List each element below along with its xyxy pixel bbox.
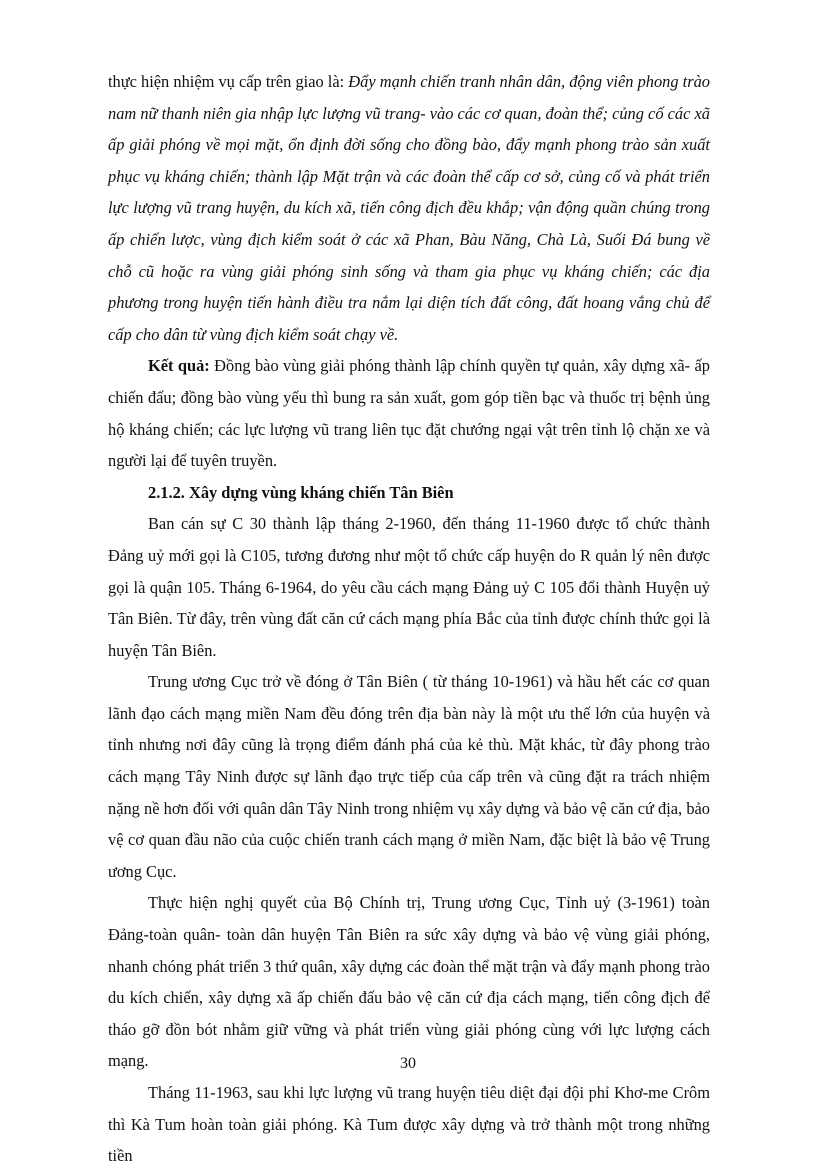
paragraph-results (108, 350, 710, 476)
paragraph-central-office: Trung ương Cục trở về đóng ở Tân Biên ( từ tháng 10-1961) và hầu hết các cơ quan lãnh đạo cách mạng miền Nam đều đóng trên địa bàn này là một ưu thế lớn của huyện và tỉnh nhưng nơi đây cũng là trọng điểm đánh phá của kẻ thù. Mặt khác, từ đây phong trào cách mạng Tây Ninh được sự lãnh đạo trực tiếp của cấp trên và cũng đặt ra trách nhiệm nặng nề hơn đối với quân dân Tây Ninh trong nhiệm vụ xây dựng và bảo vệ căn cứ địa, bảo vệ cơ quan đầu não của cuộc chiến tranh cách mạng ở miền Nam, đặc biệt là bảo vệ Trung ương Cục. (108, 672, 710, 881)
section-heading: 2.1.2. Xây dựng vùng kháng chiến Tân Biên (148, 482, 454, 502)
paragraph-resolution: Thực hiện nghị quyết của Bộ Chính trị, Trung ương Cục, Tỉnh uỷ (3-1961) toàn Đảng-toàn quân- toàn dân huyện Tân Biên ra sức xây dựng và bảo vệ vùng giải phóng, nhanh chóng phát triển 3 thứ quân, xây dựng các đoàn thể mặt trận và đẩy mạnh phong trào du kích chiến, xây dựng xã ấp chiến đấu bảo vệ căn cứ địa cách mạng, tiến công địch để tháo gỡ đồn bót nhằm giữ vững và phát triển vùng giải phóng cùng với lực lượng cách mạng. (108, 893, 710, 1071)
paragraph-c30: Ban cán sự C 30 thành lập tháng 2-1960, đến tháng 11-1960 được tổ chức thành Đảng uỷ mới gọi là C105, tương đương như một tổ chức cấp huyện do R quản lý nên được gọi là quận 105. Tháng 6-1964, do yêu cầu cách mạng Đảng uỷ C 105 đổi thành Huyện uỷ Tân Biên. Từ đây, trên vùng đất căn cứ cách mạng phía Bắc của tỉnh được chính thức gọi là huyện Tân Biên. (108, 514, 710, 660)
paragraph-tasks (108, 66, 710, 350)
paragraph-tasks-italic: Đẩy mạnh chiến tranh nhân dân, động viên phong trào nam nữ thanh niên gia nhập lực lượng vũ trang- vào các cơ quan, đoàn thể; củng cố các xã ấp giải phóng về mọi mặt, ổn định đời sống cho đồng bào, đẩy mạnh phong trào sản xuất phục vụ kháng chiến; thành lập Mặt trận và các đoàn thể cấp cơ sở, củng cố và phát triển lực lượng vũ trang huyện, du kích xã, tiến công địch đều khắp; vận động quần chúng trong ấp chiến lược, vùng địch kiểm soát ở các xã Phan, Bàu Năng, Chà Là, Suối Đá bung về chỗ cũ hoặc ra vùng giải phóng sinh sống và tham gia phục vụ kháng chiến; các địa phương trong huyện tiến hành điều tra nắm lại diện tích đất công, đất hoang vắng chủ để cấp cho dân từ vùng địch kiểm soát chạy về. (108, 72, 710, 344)
paragraph-tasks-lead: thực hiện nhiệm vụ cấp trên giao là: (108, 72, 349, 91)
body-text (108, 66, 710, 1172)
results-label: Kết quả: (148, 356, 210, 376)
results-text: Đồng bào vùng giải phóng thành lập chính quyền tự quản, xây dựng xã- ấp chiến đấu; đồng bào vùng yếu thì bung ra sản xuất, gom góp tiền bạc và thuốc trị bệnh ủng hộ kháng chiến; các lực lượng vũ trang liên tục đặt chướng ngại vật trên tỉnh lộ chặn xe và người lại để tuyên truyền. (108, 356, 710, 471)
paragraph-ka-tum: Tháng 11-1963, sau khi lực lượng vũ trang huyện tiêu diệt đại đội phỉ Khơ-me Crôm thì Kà Tum hoàn toàn giải phóng. Kà Tum được xây dựng và trở thành một trong những tiền (108, 1083, 710, 1166)
page-number: 30 (400, 1055, 416, 1072)
